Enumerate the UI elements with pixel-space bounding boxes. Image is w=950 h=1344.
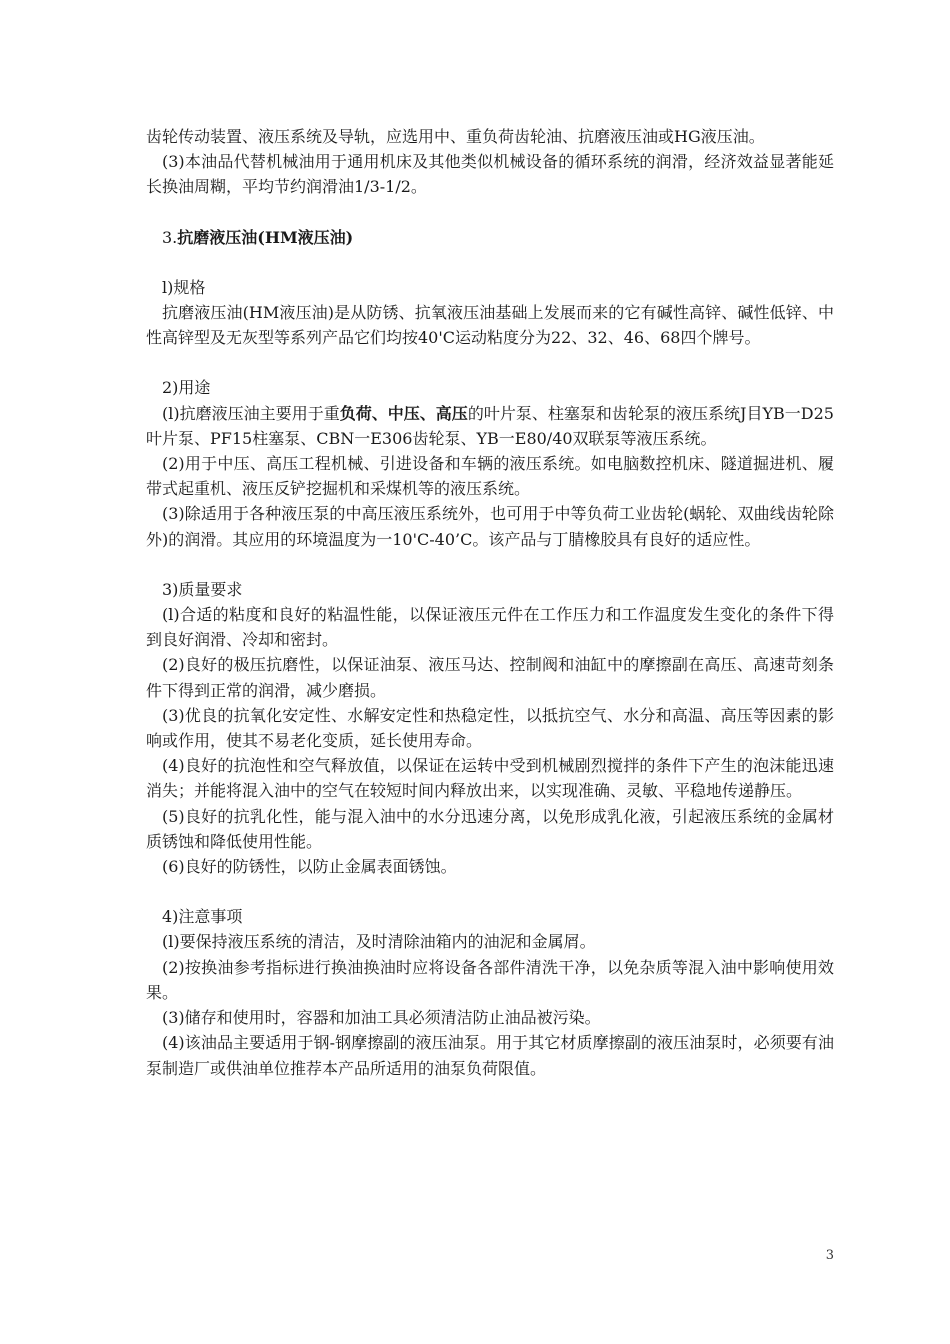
document-body: [146, 124, 834, 1081]
list-item: (l)要保持液压系统的清洁，及时清除油箱内的油泥和金属屑。: [162, 932, 596, 952]
body-paragraph: (2)用于中压、高压工程机械、引进设备和车辆的液压系统。如电脑数控机床、隧道掘进机、履带式起重机、液压反铲挖掘机和采煤机等的液压系统。: [146, 454, 834, 499]
list-item: (6)良好的防锈性，以防止金属表面锈蚀。: [162, 857, 457, 877]
body-paragraph: (l)抗磨液压油主要用于重负荷、中压、高压的叶片泵、柱塞泵和齿轮泵的液压系统J目YB一D25叶片泵、PF15柱塞泵、CBN一E306齿轮泵、YB一E80/40双联泵等液压系统。: [146, 403, 834, 448]
body-paragraph: 齿轮传动装置、液压系统及导轨，应选用中、重负荷齿轮油、抗磨液压油或HG液压油。: [146, 127, 765, 146]
list-item: (2)良好的极压抗磨性，以保证油泵、液压马达、控制阀和油缸中的摩擦副在高压、高速苛刻条件下得到正常的润滑，减少磨损。: [146, 655, 834, 700]
subsection-heading-usage: 2)用途: [162, 378, 211, 398]
list-item: (l)合适的粘度和良好的粘温性能，以保证液压元件在工作压力和工作温度发生变化的条件下得到良好润滑、冷却和密封。: [146, 605, 834, 650]
list-item: (4)该油品主要适用于钢-钢摩擦副的液压油泵。用于其它材质摩擦副的液压油泵时，必须要有油泵制造厂或供油单位推荐本产品所适用的油泵负荷限值。: [146, 1033, 834, 1078]
subsection-heading-quality: 3)质量要求: [162, 579, 243, 599]
section-heading-title: 抗磨液压油(HM液压油): [177, 227, 354, 247]
body-paragraph: (3)本油品代替机械油用于通用机床及其他类似机械设备的循环系统的润滑，经济效益显著能延长换油周糊，平均节约润滑油1/3-1/2。: [146, 152, 834, 197]
section-heading: [146, 225, 834, 250]
section-heading-number: 3.: [162, 227, 178, 247]
list-item: (2)按换油参考指标进行换油换油时应将设备各部件清洗干净，以免杂质等混入油中影响使用效果。: [146, 957, 834, 1002]
body-paragraph: 抗磨液压油(HM液压油)是从防锈、抗氧液压油基础上发展而来的它有碱性高锌、碱性低锌、中性高锌型及无灰型等系列产品它们均按40'C运动粘度分为22、32、46、68四个牌号。: [146, 303, 834, 348]
list-item: (5)良好的抗乳化性，能与混入油中的水分迅速分离，以免形成乳化液，引起液压系统的金属材质锈蚀和降低使用性能。: [146, 806, 834, 851]
subsection-heading-spec: l)规格: [162, 277, 206, 297]
body-paragraph: (3)除适用于各种液压泵的中高压液压系统外，也可用于中等负荷工业齿轮(蜗轮、双曲线齿轮除外)的润滑。其应用的环境温度为一10'C-40’C。该产品与丁腈橡胶具有良好的适应性。: [146, 504, 834, 549]
list-item: (4)良好的抗泡性和空气释放值，以保证在运转中受到机械剧烈搅拌的条件下产生的泡沫能迅速消失；并能将混入油中的空气在较短时间内释放出来，以实现准确、灵敏、平稳地传递静压。: [146, 756, 834, 801]
bold-text: 负荷、中压、高压: [339, 403, 468, 423]
page-number: 3: [825, 1248, 834, 1263]
subsection-heading-notes: 4)注意事项: [162, 907, 243, 927]
list-item: (3)储存和使用时，容器和加油工具必须清洁防止油品被污染。: [162, 1008, 601, 1028]
list-item: (3)优良的抗氧化安定性、水解安定性和热稳定性，以抵抗空气、水分和高温、高压等因素的影响或作用，使其不易老化变质，延长使用寿命。: [146, 705, 834, 751]
